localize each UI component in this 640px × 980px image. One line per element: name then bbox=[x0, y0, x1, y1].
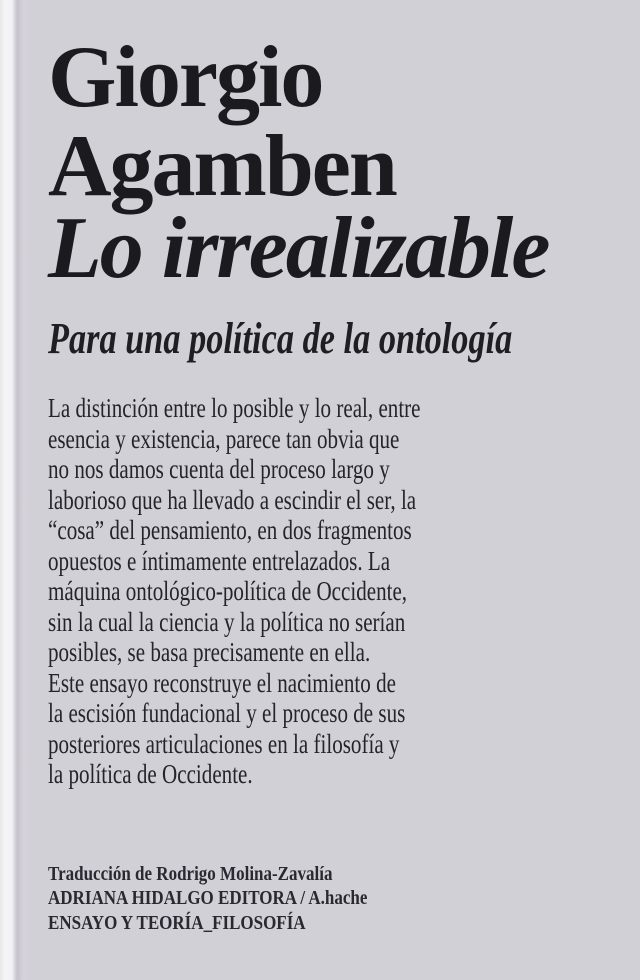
blurb-line: no nos damos cuenta del proceso largo y bbox=[48, 454, 390, 484]
book-subtitle: Para una política de la ontología bbox=[48, 314, 513, 363]
blurb-line: Este ensayo reconstruye el nacimiento de bbox=[48, 667, 396, 698]
translation-credit: Traducción de Rodrigo Molina-Zavalía bbox=[48, 863, 333, 885]
page-edge bbox=[0, 0, 30, 980]
blurb-line: La distinción entre lo posible y lo real, entre bbox=[48, 393, 421, 423]
blurb-line: esencia y existencia, parece tan obvia que bbox=[48, 423, 400, 454]
blurb-line: la escisión fundacional y el proceso de sus bbox=[48, 698, 406, 728]
blurb-line: posteriores articulaciones en la filosofía y bbox=[48, 728, 400, 759]
blurb-line: posibles, se basa precisamente en ella. bbox=[48, 637, 371, 667]
back-cover-blurb bbox=[48, 393, 421, 790]
blurb-line: laborioso que ha llevado a escindir el ser, la bbox=[48, 484, 417, 515]
blurb-line: sin la cual la ciencia y la política no serían bbox=[48, 606, 406, 637]
author-name-line-1: Giorgio bbox=[48, 29, 323, 126]
blurb-line: la política de Occidente. bbox=[48, 759, 253, 789]
publisher-line: ADRIANA HIDALGO EDITORA / A.hache bbox=[48, 887, 368, 910]
blurb-line: máquina ontológico-política de Occidente, bbox=[48, 576, 408, 606]
series-line: ENSAYO Y TEORÍA_FILOSOFÍA bbox=[48, 911, 306, 934]
blurb-line: opuestos e íntimamente entrelazados. La bbox=[48, 545, 391, 576]
author-name-line-2: Agamben bbox=[48, 118, 396, 215]
blurb-line: “cosa” del pensamiento, en dos fragmentos bbox=[48, 515, 412, 545]
author-name bbox=[48, 29, 396, 215]
credits-block bbox=[48, 862, 367, 935]
book-title: Lo irrealizable bbox=[48, 200, 549, 297]
